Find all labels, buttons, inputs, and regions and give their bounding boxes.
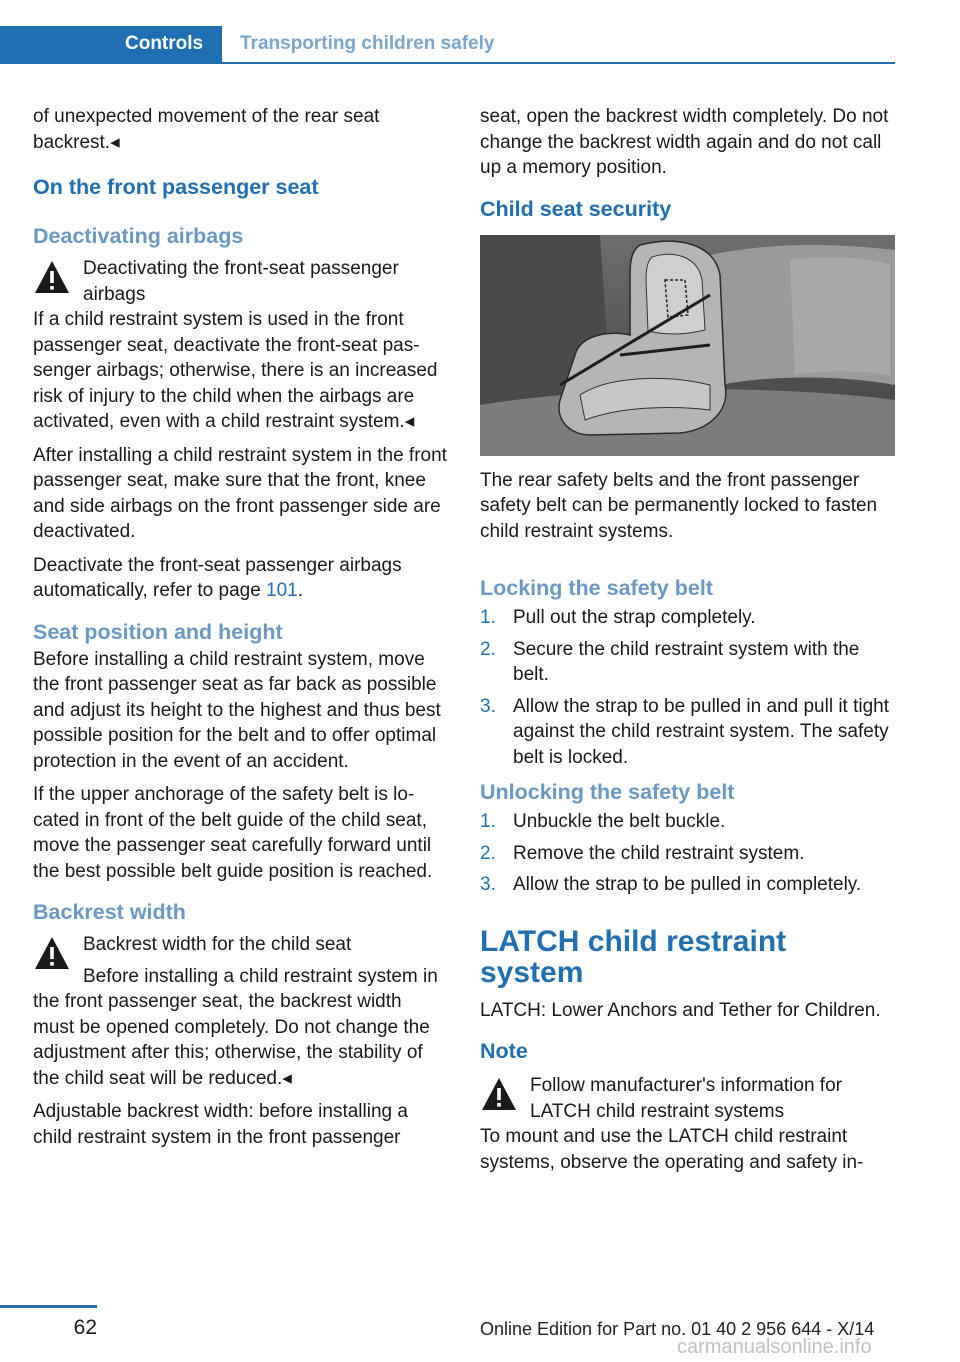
page-number: 62 bbox=[73, 1316, 97, 1339]
paragraph-with-link: Deactivate the front-seat passenger airbags automatically, refer to page 101. bbox=[33, 554, 402, 601]
warning-icon bbox=[33, 934, 71, 972]
chapter-tabbar bbox=[0, 26, 895, 64]
subheading-backrest-width: Backrest width bbox=[33, 900, 186, 924]
child-seat-photo bbox=[480, 235, 895, 456]
list-item: 1. Pull out the strap completely. bbox=[480, 607, 756, 628]
footer-rule bbox=[0, 1305, 97, 1308]
paragraph: Adjustable backrest width: before installing a child restraint system in the front passenger bbox=[33, 1101, 408, 1148]
page-link-101[interactable]: 101 bbox=[266, 580, 298, 601]
subheading-unlocking-safety-belt: Unlocking the safety belt bbox=[480, 780, 735, 804]
list-item: 2. Remove the child restraint system. bbox=[480, 842, 805, 864]
list-item: 3. Allow the strap to be pulled in completely. bbox=[480, 874, 862, 895]
warning-box bbox=[33, 932, 447, 958]
subheading-locking-safety-belt: Locking the safety belt bbox=[480, 576, 713, 600]
warning-body: Before installing a child restraint system in the front passenger seat, the backrest width must be opened completely. Do not change the adjustment after this; otherwise, the stability of the child seat will be reduced.◂ bbox=[33, 965, 438, 1089]
left-column bbox=[33, 104, 447, 1150]
right-column bbox=[480, 104, 894, 1175]
warning-body: If a child restraint system is used in the front passenger seat, deactivate the front-seat passenger airbags; otherwise, there is an increased risk of injury to the child when the airbags are activated, even with a child restraint system.◂ bbox=[33, 309, 438, 432]
warning-title: Deactivating the front-seat passenger airbags bbox=[83, 258, 399, 305]
paragraph: of unexpected movement of the rear seat backrest.◂ bbox=[33, 106, 380, 153]
locking-steps-list bbox=[480, 605, 894, 770]
paragraph: To mount and use the LATCH child restraint systems, observe the operating and safety in- bbox=[480, 1126, 864, 1173]
subheading-deactivating-airbags: Deactivating airbags bbox=[33, 224, 244, 248]
paragraph: If the upper anchorage of the safety belt is located in front of the belt guide of the child seat, move the passenger seat carefully forward until the best possible belt guide position is reached. bbox=[33, 784, 433, 882]
warning-icon bbox=[480, 1075, 518, 1113]
list-item: 2. Secure the child restraint system with the belt. bbox=[480, 638, 860, 685]
paragraph: The rear safety belts and the front passenger safety belt can be permanently locked to fasten child restraint systems. bbox=[480, 469, 878, 542]
warning-title: Follow manufacturer's information for LATCH child restraint systems bbox=[530, 1075, 842, 1122]
unlocking-steps-list bbox=[480, 809, 894, 898]
paragraph: LATCH: Lower Anchors and Tether for Children. bbox=[480, 999, 881, 1021]
paragraph: seat, open the backrest width completely. Do not change the backrest width again and do not call up a memory position. bbox=[480, 106, 889, 178]
section-heading-front-passenger-seat: On the front passenger seat bbox=[33, 175, 319, 199]
paragraph: After installing a child restraint system in the front passenger seat, make sure that the front, knee and side airbags on the front passenger side are deactivated. bbox=[33, 444, 447, 542]
warning-box bbox=[33, 256, 447, 307]
paragraph: Before installing a child restraint system, move the front passenger seat as far back as possible and adjust its height to the highest and thus best possible position for the belt and to offer optimal protection in the event of an accident. bbox=[33, 648, 441, 772]
section-heading-child-seat-security: Child seat security bbox=[480, 196, 672, 221]
warning-title: Backrest width for the child seat bbox=[83, 934, 352, 955]
warning-box bbox=[480, 1073, 894, 1124]
online-edition-label: Online Edition for Part no. 01 40 2 956 644 - X/14 bbox=[480, 1319, 875, 1339]
list-item: 1. Unbuckle the belt buckle. bbox=[480, 811, 726, 832]
list-item: 3. Allow the strap to be pulled in and pull it tight against the child restraint system. The safety belt is locked. bbox=[480, 695, 890, 768]
tab-controls[interactable]: Controls bbox=[0, 26, 222, 62]
watermark: carmanualsonline.info bbox=[677, 1336, 872, 1358]
subheading-seat-position: Seat position and height bbox=[33, 619, 283, 644]
tab-transporting-children[interactable]: Transporting children safely bbox=[240, 33, 495, 54]
section-heading-latch: LATCH child restraint system bbox=[480, 924, 787, 989]
subheading-note: Note bbox=[480, 1039, 528, 1063]
warning-icon bbox=[33, 258, 71, 296]
